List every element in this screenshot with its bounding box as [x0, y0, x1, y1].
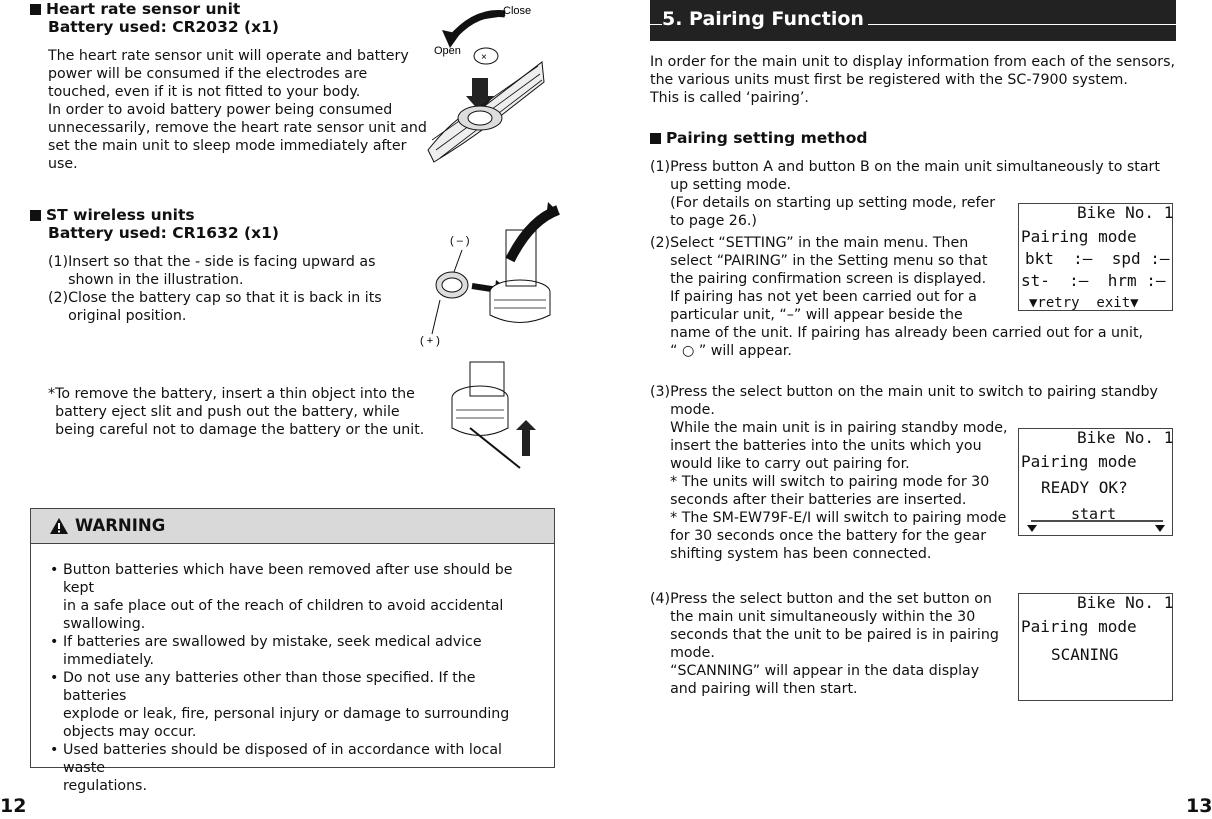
- method-heading: Pairing setting method: [650, 129, 867, 147]
- warning-item: • Used batteries should be disposed of in accordance with local waste regulations.: [50, 742, 502, 794]
- pairing-step: (4) Press the select button and the set button on the main unit simultaneously within the 30 seconds that the unit to be paired is in pairing mode. “SCANNING” will appear in the data display and pairing will then start.: [650, 591, 999, 697]
- warning-header: [31, 509, 554, 544]
- lcd-row: ▼retry exit▼: [1029, 295, 1139, 311]
- removal-note: * To remove the battery, insert a thin object into the battery eject slit and push out the battery, while being careful not to damage the battery or the unit.: [48, 386, 425, 438]
- lcd-bike-number: Bike No. 1: [1077, 203, 1174, 222]
- warning-triangle-icon: [49, 517, 69, 535]
- close-label: Close: [503, 5, 532, 17]
- lcd-start-text: start: [1071, 505, 1117, 523]
- square-bullet-icon: [30, 210, 41, 221]
- warning-list: [31, 544, 554, 795]
- heart-rate-heading: Heart rate sensor unit: [30, 0, 240, 18]
- square-bullet-icon: [650, 133, 661, 144]
- lcd-scanning: [1018, 593, 1173, 701]
- lcd-bike-number: Bike No. 1: [1077, 428, 1174, 447]
- st-steps: [48, 253, 408, 325]
- heart-rate-battery: Battery used: CR2032 (x1): [48, 18, 280, 36]
- st-battery: Battery used: CR1632 (x1): [48, 224, 280, 242]
- warning-item: • Button batteries which have been removed after use should be kept in a safe place out of the reach of children to avoid accidental swallowing.: [50, 562, 513, 632]
- lcd-mode: Pairing mode: [1021, 452, 1137, 471]
- lcd-underline: [1027, 517, 1167, 533]
- lcd-row: bkt :— spd :—: [1025, 249, 1170, 268]
- lcd-ready-text: READY OK?: [1041, 478, 1128, 497]
- st-step: (1) Insert so that the - side is facing upward as shown in the illustration.: [48, 254, 376, 288]
- section-header: [650, 0, 1176, 41]
- open-label: Open: [434, 45, 461, 57]
- st-step: (2) Close the battery cap so that it is back in its original position.: [48, 290, 382, 324]
- heart-rate-body: The heart rate sensor unit will operate and battery power will be consumed if the electrodes are touched, even if it is not fitted to your body. In order to avoid battery power being consumed unnecessarily, remove the heart rate sensor unit and set the main unit to sleep mode immediately after use.: [48, 48, 427, 172]
- warning-item: • If batteries are swallowed by mistake, seek medical advice immediately.: [50, 634, 482, 668]
- plus-label: ( + ): [420, 335, 440, 347]
- pairing-step: (2) Select “SETTING” in the main menu. Then select “PAIRING” in the Setting menu so that the pairing confirmation screen is displayed. If pairing has not yet been carried out for a particular unit, “–” will appear beside the name of the unit. If pairing has already been carried out for a unit, “ ○ ” will appear.: [650, 235, 1144, 359]
- square-bullet-icon: [30, 4, 41, 15]
- warning-title: WARNING: [75, 516, 166, 535]
- lcd-ready: [1018, 428, 1173, 536]
- pairing-step: (3) Press the select button on the main unit to switch to pairing standby mode. While the main unit is in pairing standby mode, insert the batteries into the units which you would like to carry out pairing for. * The units will switch to pairing mode for 30 seconds after their batteries are inserted. * The SM-EW79F-E/I will switch to pairing mode for 30 seconds once the battery for the gear shifting system has been connected.: [650, 384, 1158, 562]
- minus-label: ( – ): [450, 235, 470, 247]
- page-number-left: 12: [0, 795, 27, 817]
- section-title: 5. Pairing Function: [662, 10, 868, 28]
- st-battery-illustration: [410, 200, 560, 350]
- warning-item: • Do not use any batteries other than those specified. If the batteries explode or leak, fire, personal injury or damage to surrounding objects may occur.: [50, 670, 510, 740]
- heart-rate-sensor-illustration: [420, 0, 545, 165]
- lcd-bike-number: Bike No. 1: [1077, 593, 1174, 612]
- lcd-scan-text: SCANING: [1051, 645, 1119, 664]
- lcd-mode: Pairing mode: [1021, 227, 1137, 246]
- page-number-right: 13: [1186, 795, 1212, 817]
- lcd-pairing-status: [1018, 203, 1173, 311]
- lcd-mode: Pairing mode: [1021, 617, 1137, 636]
- pairing-step: (1) Press button A and button B on the main unit simultaneously to start up setting mode. (For details on starting up setting mode, refer to page 26.): [650, 159, 1160, 229]
- lcd-row: st- :— hrm :—: [1021, 271, 1166, 290]
- svg-text:×: ×: [481, 52, 487, 63]
- battery-removal-illustration: [440, 358, 540, 473]
- st-wireless-heading: ST wireless units: [30, 206, 195, 224]
- pairing-intro: In order for the main unit to display information from each of the sensors, the various units must first be registered with the SC-7900 system. This is called ‘pairing’.: [650, 54, 1175, 106]
- warning-box: [30, 508, 555, 794]
